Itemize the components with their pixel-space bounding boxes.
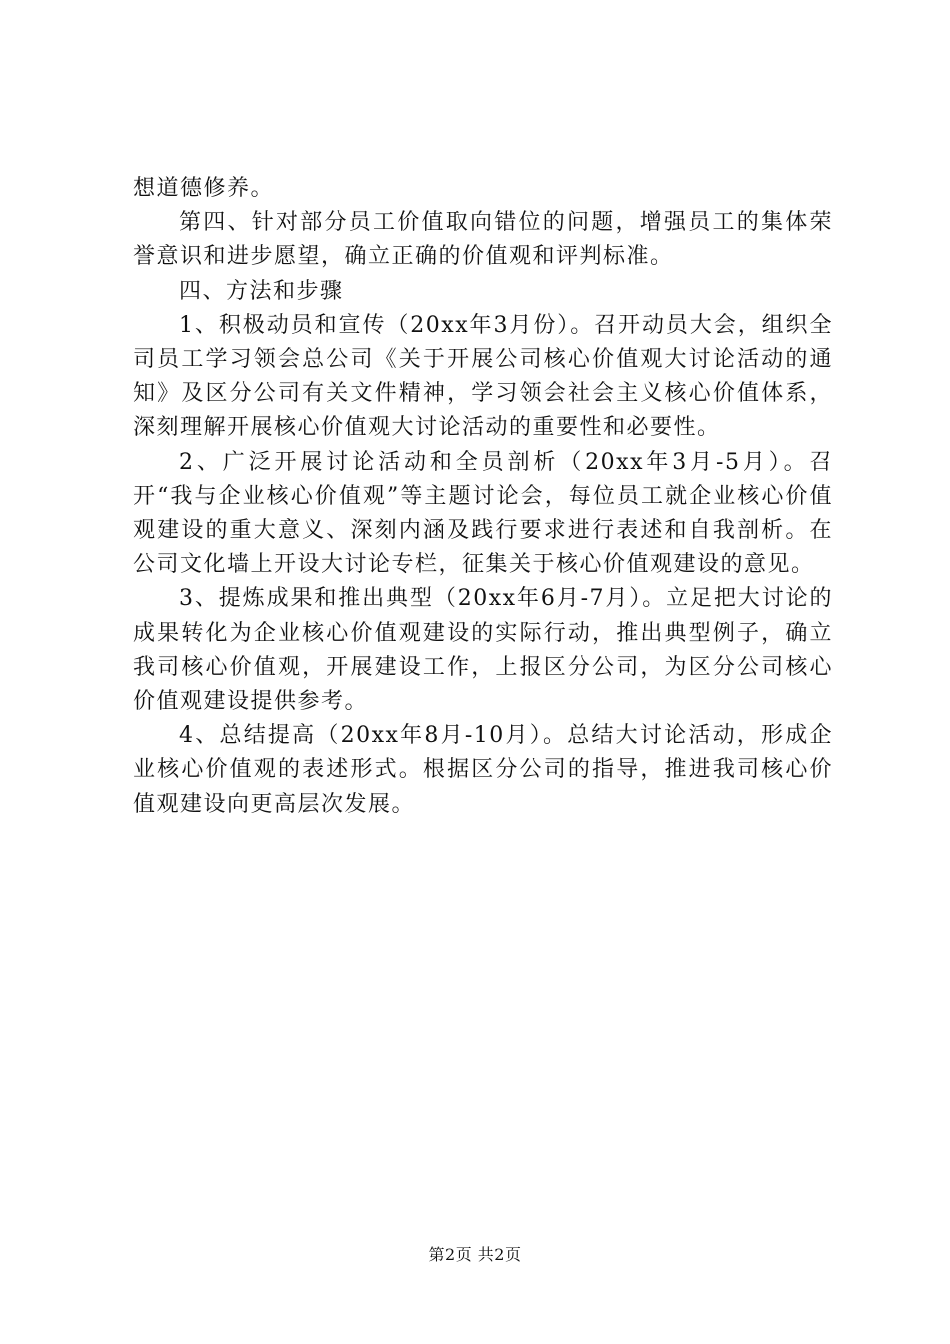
paragraph-step-4: 4、总结提高（20xx年8月-10月）。总结大讨论活动，形成企业核心价值观的表述形式。根据区分公司的指导，推进我司核心价值观建设向更高层次发展。 — [133, 723, 833, 817]
paragraph-step-2: 2、广泛开展讨论活动和全员剖析（20xx年3月-5月）。召开“我与企业核心价值观”等主题讨论会，每位员工就企业核心价值观建设的重大意义、深刻内涵及践行要求进行表述和自我剖析。在公司文化墙上开设大讨论专栏，征集关于核心价值观建设的意见。 — [133, 449, 833, 578]
document-body — [133, 172, 833, 822]
paragraph-point-four: 第四、针对部分员工价值取向错位的问题，增强员工的集体荣誉意识和进步愿望，确立正确的价值观和评判标准。 — [133, 210, 833, 270]
paragraph-step-3: 3、提炼成果和推出典型（20xx年6月-7月）。立足把大讨论的成果转化为企业核心价值观建设的实际行动，推出典型例子，确立我司核心价值观，开展建设工作，上报区分公司，为区分公司核心价值观建设提供参考。 — [133, 586, 833, 715]
page-number-footer: 第2页 共2页 — [428, 1245, 522, 1264]
section-heading-methods: 四、方法和步骤 — [179, 278, 344, 304]
paragraph-step-1: 1、积极动员和宣传（20xx年3月份）。召开动员大会，组织全司员工学习领会总公司《关于开展公司核心价值观大讨论活动的通知》及区分公司有关文件精神，学习领会社会主义核心价值体系，深刻理解开展核心价值观大讨论活动的重要性和必要性。 — [133, 312, 833, 441]
paragraph-continuation: 想道德修养。 — [133, 176, 275, 201]
